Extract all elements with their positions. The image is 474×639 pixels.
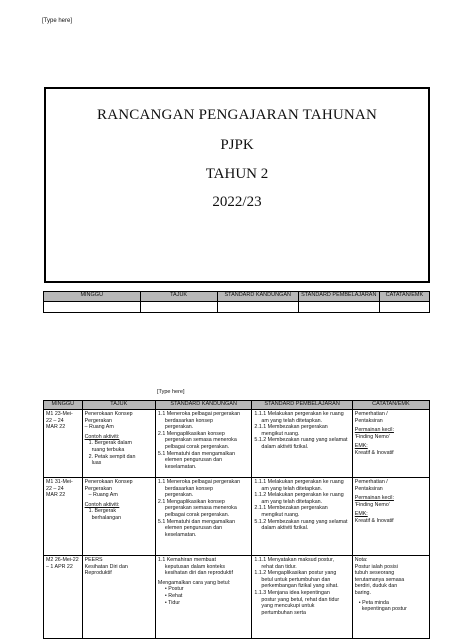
document-title: RANCANGAN PENGAJARAN TAHUNAN bbox=[97, 107, 377, 123]
header-table-empty bbox=[43, 291, 430, 313]
pembelajaran-cell: 1.1.1 Menyatakan maksud postur, rehat dan tidur. 1.1.2 Mengaplikasikan postur yang betul untuk pertumbuhan dan perkembangan fizikal yang sihat. 1.1.3 Menjana idea kepentingan postur yang betul, rehat dan tidur yang mencukupi untuk pertumbuhan serta bbox=[252, 556, 352, 639]
col-standard-kandungan: STANDARD KANDUNGAN bbox=[217, 292, 298, 302]
tajuk-cell: Penerokaan Konsep Pergerakan – Ruang Am Contoh aktiviti: 1. Bergerak dalam ruang terbuka 2. Petak sempit dan luas bbox=[82, 410, 155, 478]
tajuk-cell: PEERS Kesihatan Diri dan Reproduktif bbox=[82, 556, 155, 639]
subject-title: PJPK bbox=[220, 137, 254, 153]
col-minggu: MINGGU bbox=[44, 292, 141, 302]
week-cell: M1 31-Mei- 22 – 24 MAR 22 bbox=[44, 478, 83, 556]
week-cell: M2 26-Mei-22 – 1 APR 22 bbox=[44, 556, 83, 639]
kandungan-cell: 1.1 Meneroka pelbagai pergerakan berdasarkan konsep pergerakan. 2.1 Mengaplikasikan konsep pergerakan semasa meneroka pelbagai corak pergerakan. 5.1 Mematuhi dan mengamalkan elemen pengurusan dan keselamatan. bbox=[155, 478, 252, 556]
pembelajaran-cell: 1.1.1 Melakukan pergerakan ke ruang am yang telah ditetapkan. 1.1.2 Melakukan pergerakan ke ruang am yang telah ditetapkan. 2.1.1 Membezakan pergerakan mengikut ruang. 5.1.2 Membezakan ruang yang selamat dalam aktiviti fizikal. bbox=[252, 478, 352, 556]
pembelajaran-cell: 1.1.1 Melakukan pergerakan ke ruang am yang telah ditetapkan. 2.1.1 Membezakan pergerakan mengikut ruang. 5.1.2 Membezakan ruang yang selamat dalam aktiviti fizikal. bbox=[252, 410, 352, 478]
col-tajuk: TAJUK bbox=[82, 401, 155, 410]
header-note: [Type here] bbox=[42, 18, 73, 24]
kandungan-cell: 1.1 Kemahiran membuat keputusan dalam konteks kesihatan diri dan reproduktif Mengamalkan cara yang betul: • Postur • Rehat • Tidur bbox=[155, 556, 252, 639]
lesson-plan-table bbox=[43, 400, 430, 639]
catatan-cell: Nota: Postur ialah posisi tubuh seseorang terutamanya semasa berdiri, duduk dan baring. • Peta minda kepentingan postur bbox=[352, 556, 429, 639]
col-minggu: MINGGU bbox=[44, 401, 83, 410]
middle-note: [Type here] bbox=[157, 389, 185, 395]
table-row bbox=[44, 478, 430, 556]
col-tajuk: TAJUK bbox=[140, 292, 217, 302]
col-catatan: CATATAN/EMK bbox=[379, 292, 429, 302]
col-standard-pembelajaran: STANDARD PEMBELAJARAN bbox=[252, 401, 352, 410]
table-row bbox=[44, 410, 430, 478]
col-standard-kandungan: STANDARD KANDUNGAN bbox=[155, 401, 252, 410]
kandungan-cell: 1.1 Meneroka pelbagai pergerakan berdasarkan konsep pergerakan. 2.1 Mengaplikasikan konsep pergerakan semasa meneroka pelbagai corak pergerakan. 5.1 Mematuhi dan mengamalkan elemen pengurusan dan keselamatan. bbox=[155, 410, 252, 478]
title-box bbox=[44, 87, 430, 283]
table-row bbox=[44, 302, 430, 313]
year-title: TAHUN 2 bbox=[205, 166, 269, 182]
col-catatan: CATATAN/EMK bbox=[352, 401, 429, 410]
catatan-cell: Pemerhatian / Pentaksiran Permainan kecil: 'Finding Nemo' EMK: Kreatif & Inovatif bbox=[352, 478, 429, 556]
table-header-row bbox=[44, 401, 430, 410]
table-header-row bbox=[44, 292, 430, 302]
tajuk-cell: Penerokaan Konsep Pergerakan – Ruang Am Contoh aktiviti: 1. Bergerak berhalangan bbox=[82, 478, 155, 556]
table-row bbox=[44, 556, 430, 639]
session-title: 2022/23 bbox=[212, 194, 262, 210]
catatan-cell: Pemerhatian / Pentaksiran Permainan kecil: 'Finding Nemo' EMK: Kreatif & Inovatif bbox=[352, 410, 429, 478]
week-cell: M1 23-Mei- 22 – 24 MAR 22 bbox=[44, 410, 83, 478]
col-standard-pembelajaran: STANDARD PEMBELAJARAN bbox=[298, 292, 379, 302]
